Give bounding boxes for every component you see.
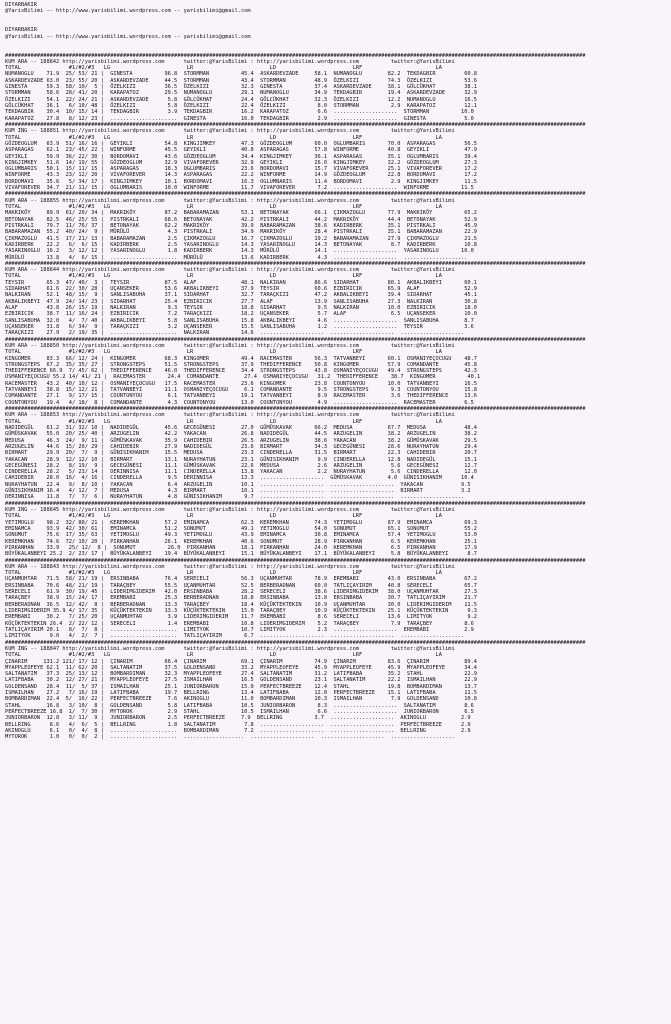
text-line: KADIRBERK 22.2 6/ 6/ 15 | KADIRBERK 2.5 YASARINOGLU 14.3 YASARINOGLU 14.3 BETONAYAK 8.7 KADIRBERK 10.8 [5,241,477,248]
text-line: CAHIDEBIR 28.0 16/ 4/ 16 | CINDERELLA 9.5 DERINNISA 13.3 .................... GÜMÜSKAVAK 4.0 GÜNISIKHANIM 10.4 [5,475,474,482]
text-line: KUM ARA -- 188843 http://yarisbilimi.wordpress.com twitter:@YarisBilimi : http://yarisbilimi.wordpress.com twitter:@YarisBilimi [5,563,455,570]
text-line: DERINNISA 11.8 7/ 7/ 6 | NURAYHATUN 4.8 GÜNISIKHANIM 9.7 .................... .................... .................... [5,494,465,501]
text-line: TATLIÇAYIRIM 20.1 8/ 7/ 8 | ..................... LIMITYOK 10.7 LIMITYOK 2.3 .................... EREMBABI 2.9 [5,626,474,633]
text-line: SERECELI 61.9 30/ 19/ 45 | LIDERIMGIDERIM 42.0 ERSINBABA 28.2 SERECELI 38.6 LIDERIMGIDERIM 38.0 UÇANMUHTAR 27.3 [5,589,477,596]
separator-line: ###################################################################################################################################################################################### [5,52,586,59]
text-line: EMINAMCA 93.9 42/ 30/ 61 | EMINAMCA 51.2 SONUMUT 49.1 YETIMOGLU 54.0 SONUMUT 65.1 SONUMUT 55.2 [5,525,477,532]
text-line: KUM ARA -- 188850 http://yarisbilimi.wordpress.com twitter:@YarisBilimi : http://yarisbilimi.wordpress.com twitter:@YarisBilimi [5,342,455,349]
text-line: YASARINOGLU 16.2 3/ 12/ 12 | YASARINOGLU 1.8 KADIRBERK 14.3 MÜRÜLÜ 14.1 .................... YASARINOGLU 10.0 [5,248,474,255]
text-line: EREMBABI 30.2 7/ 25/ 20 | UÇANMUHTAR 3.9 LIDERIMGIDERIM 11.7 EREMBABI 8.6 SERECELI 13.6 LIMITYOK 9.2 [5,614,477,621]
text-line: @YarisBilimi -- http://www.yarisbilimi.wordpress.com -- yarisbilimi@gmail.com [5,33,251,40]
text-line: MYAPPLEOFEYE 62.1 11/ 62/ 20 | SALTANATIM 37.5 GOLDENSAND 33.2 MYAPPLEOFEYE 45.9 MYAPPLEOFEYE 45.9 MYAPPLEOFEYE 34.4 [5,664,477,671]
text-line: NURAYHATUN 22.4 9/ 8/ 10 | YAKACAN 6.4 ARZUGELIN 10.1 .................... .................... YAKACAN 9.5 [5,481,471,488]
text-line: SANLISABUHA 32.0 4/ 7/ 40 | AKBALIKBEYI 5.8 SANLISABUHA 15.8 AKBALIKBEYI 4.6 .................... SANLISABUHA 8.7 [5,317,474,324]
text-line: BIRMART 29.9 20/ 7/ 9 | GÜNISIKHANIM 15.5 MEDUSA 23.3 CINDERELLA 31.5 BIRMART 22.3 CAHIDEBIR 20.7 [5,450,477,457]
text-line: TOTAL #1/#2/#3 LG LR LD LRF LA [5,65,442,72]
separator-line: ###################################################################################################################################################################################### [5,406,586,412]
text-line: RACEMASTER 43.2 40/ 10/ 12 | OSMANIYEÇOCUGU 17.5 RACEMASTER 23.6 KINGOMER 23.8 COUNTONYOU 10.0 TATVANBEYI 16.5 [5,380,477,387]
text-line: STORMMAN 58.6 28/ 41/ 20 | KARAPATOZ 29.5 NUMANOGLU 29.1 NUMANOGLU 34.9 TEKDAGBIR 19.4 ASKARDEVZADE 32.9 [5,90,477,97]
text-line: GÖZDEOGLUM 63.9 51/ 16/ 16 | GEYIKLI 54.8 KINGJIMKEY 47.3 GÖZDEOGLUM 60.0 OGLUMBARIS 70.0 ASPARAGAS 56.5 [5,140,477,147]
text-line: ARZUGELIN 44.6 15/ 20/ 29 | CAHIDEBIR 27.9 NADIDEGÜL 23.6 BIRMART 34.3 GECEGÜNESI 28.6 NURAYHATUN 29.4 [5,443,477,450]
text-line: GECEGÜNESI 28.2 8/ 19/ 9 | GECEGÜNESI 11.1 GÜMÜSKAVAK 22.6 MEDUSA 2.6 ARZUGELIN 5.6 GECEGÜNESI 12.7 [5,462,477,469]
text-line: UÇANSEKER 31.8 6/ 34/ 9 | TARAÇKIZI 3.2 UÇANSEKER 15.5 SANLISABUHA 1.2 .................... TEYSIR 3.6 [5,323,474,330]
separator-line: ###################################################################################################################################################################################### [5,260,586,267]
text-line: SONUMUT 75.6 17/ 35/ 63 | YETIMOGLU 49.3 YETIMOGLU 43.9 EMINAMCA 30.8 EMINAMCA 57.4 YETIMOGLU 53.0 [5,532,477,539]
text-line: SALTANATIM 37.3 25/ 13/ 12 | BOMBARDIMAN 32.3 MYAPPLEOFEYE 27.4 SALTANATIM 31.2 LATIFBABA 35.2 STAHL 22.9 [5,671,477,678]
text-line: ÖZELKIZI 54.1 22/ 24/ 21 | ASKARDEVZADE 5.8 GÖLCÜKHAT 24.4 GÖLCÜKHAT 32.3 ÖZELKIZI 12.2 NUMANOGLU 16.5 [5,96,477,103]
text-line: WINFORME 43.3 23/ 12/ 20 | VIVAFOREVER 14.3 ASPARAGAS 22.2 WINFORME 14.9 GÖZDEOGLUM 22.8 BORDOMAVI 17.2 [5,172,477,179]
text-line: PISTRKALI 79.7 11/ 76/ 37 | BETONAYAK 62.2 MAKRIKÖY 39.9 BABARAMAZAN 38.6 KADIRBERK 35.1 PISTRKALI 45.9 [5,222,477,229]
text-line: PIRKANHAN 33.9 25/ 12/ 8 | SONUMUT 26.0 PIRKANHAN 18.1 PIRKANHAN 24.0 KEREMKHAN 6.5 PIRKANHAN 17.9 [5,544,477,551]
separator-line: ###################################################################################################################################################################################### [5,121,586,128]
text-line: YETIMOGLU 98.2 32/ 80/ 21 | KEREMKHAN 57.2 EMINAMCA 62.3 KEREMKHAN 74.3 YETIMOGLU 87.9 EMINAMCA 69.3 [5,519,477,526]
text-line: ALAF 43.8 26/ 15/ 19 | NALKIRAN 9.3 TEYSIR 18.8 SIDARHAT 9.5 NALKIRAN 10.0 EZBIRICIK 18.0 [5,305,477,311]
text-line: SIDARHAT 61.6 22/ 30/ 28 | UÇANSEKER 53.6 AKBALIKBEYI 37.9 TEYSIR 60.6 EZBIRICIK 65.9 ALAF 52.9 [5,286,477,293]
text-line: NADIDEGÜL 61.2 31/ 32/ 10 | NADIDEGÜL 45.6 GECEGÜNESI 27.0 GÜMÜSKAVAK 66.2 MEDUSA 67.7 MEDUSA 48.4 [5,424,477,431]
text-line: OSMANIYEÇOCUGU 55.2 14/ 41/ 21 | RACEMASTER 24.4 COMANDANTE 27.4 OSMANIYEÇOCUGU 31.2 THEDIFFERENCE 38.7 KINGOMER 40.1 [5,374,481,381]
text-line: STAHL 16.8 3/ 10/ 8 | GOLDENSAND 5.8 LATIFBABA 10.5 JUNIORBARON 8.3 .................... SALTANATIM 8.6 [5,702,474,709]
separator-line: ###################################################################################################################################################################################### [5,639,586,646]
text-line: NUMANOGLU 71.9 25/ 53/ 21 | GINESTA 96.8 STORMMAN 45.4 ASKARDEVZADE 58.1 NUMANOGLU 82.2 TEKDAGBIR 60.8 [5,71,477,78]
text-line: YAKACAN 28.9 12/ 12/ 10 | BIRMART 13.1 NURAYHATUN 23.1 GÜNISIKHANIM 9.9 CINDERELLA 12.8 NADIDEGÜL 15.1 [5,456,477,463]
text-line: COMANDANTE 27.1 9/ 17/ 15 | COUNTONYOU 6.1 TATVANBEYI 19.1 TATVANBEYI 8.9 RACEMASTER 3.6 THEDIFFERENCE 13.6 [5,393,477,400]
text-line: AKINOGLU 6.1 0/ 4/ 8 | ..................... BOMBARDIMAN 7.2 .................... .................... BELLRING 2.9 [5,727,471,734]
text-line: COUNTONYOU 19.4 4/ 18/ 8 | COMANDANTE 4.3 COUNTONYOU 13.0 COUNTONYOU 4.9 .................... RACEMASTER 6.5 [5,399,474,406]
text-line: MEDUSA 46.3 24/ 9/ 11 | GÜMÜSKAVAK 35.9 CAHIDEBIR 26.5 ARZUGELIN 38.6 YAKACAN 38.2 GÜMÜSKAVAK 29.5 [5,437,477,444]
text-line: TEKDAGBIR 30.4 10/ 15/ 14 | TEKDAGBIR 3.9 TEKDAGBIR 16.2 KARAPATOZ 6.6 .................... STORMMAN 10.0 [5,109,474,116]
text-line: ÇINARIM 131.2 121/ 17/ 12 | ÇINARIM 66.4 ÇINARIM 69.1 ÇINARIM 74.9 ÇINARIM 83.6 ÇINARIM 89.4 [5,658,477,665]
separator-line: ###################################################################################################################################################################################### [5,500,586,507]
text-line: KARAPATOZ 27.8 8/ 12/ 23 | ..................... GINESTA 16.0 TEKDAGBIR 2.9 .................... GINESTA 5.0 [5,115,474,122]
separator-line: ###################################################################################################################################################################################### [5,336,586,343]
text-line: GÜMÜSKAVAK 55.0 20/ 25/ 40 | ARZUGELIN 42.2 YAKACAN 26.8 NADIDEGÜL 44.5 ARZUGELIN 38.2 ARZUGELIN 38.2 [5,431,477,438]
text-line: TOTAL #1/#2/#3 LG LR LD LRF LA [5,204,442,210]
text-line: ISMAILHAN 27.2 7/ 16/ 19 | LATIFBABA 19.7 BELLRING 13.4 LATIFBABA 12.0 PERFECTBREEZE 15.1 LATIFBABA 11.5 [5,690,477,697]
text-line: GINESTA 59.3 58/ 10/ 5 | ÖZELKIZI 36.5 ÖZELKIZI 32.3 GINESTA 37.4 ASKARDEVZADE 38.1 GÖLCÜKHAT 38.1 [5,84,477,91]
text-line: GOLDENSAND 28.4 11/ 5/ 37 | ISMAILHAN 25.1 JUNIORBARON 15.0 PERFECTBREEZE 12.4 STAHL 19.8 BOMBARDIMAN 13.7 [5,683,477,690]
text-line: TEYSIR 65.3 47/ 40/ 3 | TEYSIR 87.5 ALAF 48.1 NALKIRAN 86.6 SIDARHAT 80.1 AKBALIKBEYI 60.1 [5,279,477,286]
text-line: BORDOMAVI 35.6 5/ 34/ 17 | KINGJIMKEY 10.1 BORDOMAVI 16.3 OGLUMBARIS 11.4 BORDOMAVI 2.9 KINGJIMKEY 11.5 [5,178,477,185]
text-line: TOTAL #1/#2/#3 LG LR LD LRF LA [5,418,442,425]
text-line: EZBIRICIK 38.7 11/ 16/ 24 | EZBIRICIK 7.2 TARAÇKIZI 18.2 UÇANSEKER 5.7 ALAF 6.5 UÇANSEKER 10.0 [5,311,477,318]
text-line: PERFECTBREEZE 16.8 1/ 7/ 30 | MYTOROK 2.9 STAHL 10.5 ISMAILHAN 6.6 .................... JUNIORBARON 6.5 [5,709,474,715]
text-line: TARAÇBEY 38.9 15/ 24/ 17 | EREMBABI 25.3 BERBERADNAN 18.8 ERSINBABA 13.8 ERSINBABA 30.7 TATLIÇAYIRIM 21.7 [5,595,477,602]
text-line: BETONAYAK 82.5 46/ 25/ 55 | PISTRKALI 68.6 BETONAYAK 42.2 PISTRKALI 44.2 MAKRIKÖY 44.4 BETONAYAK 52.9 [5,216,477,223]
text-line: BABARAMAZAN 55.2 40/ 24/ 9 | MÜRÜLÜ 4.3 PISTRKALI 34.9 MAKRIKÖY 28.4 PISTRKALI 35.1 BABARAMAZAN 22.9 [5,229,477,236]
text-line: TOTAL #1/#2/#3 LG LR LD LRF LA [5,349,442,356]
text-line: TOTAL #1/#2/#3 LG LR LD LRF LA [5,273,442,280]
text-line: KINGOMER 83.3 66/ 12/ 24 | KINGOMER 68.3 KINGOMER 49.4 RACEMASTER 56.3 TATVANBEYI 60.1 OSMANIYEÇOCUGU 48.7 [5,355,477,362]
text-line: TATVANBEYI 38.8 15/ 12/ 21 | TATVANBEYI 11.1 OSMANIYEÇOCUGU 6.1 COMANDANTE 9.5 STRONGSTEPS 9.3 COUNTONYOU 15.8 [5,387,477,394]
text-line: TOTAL #1/#2/#3 LG LR LD LRF LA [5,513,442,520]
text-line: GÖLCÜKHAT 36.1 6/ 10/ 48 | ÖZELKIZI 5.8 ÖZELKIZI 22.4 ÖZELKIZI 8.0 STORMMAN 2.9 KARAPATOZ 12.1 [5,103,477,109]
text-line: JUNIORBARON 12.8 3/ 11/ 9 | JUNIORBARON 2.5 PERFECTBREEZE 7.9 BELLRING 3.7 .................... AKINOGLU 2.9 [5,715,471,722]
text-line: @YarisBilimi -- http://www.yarisbilimi.wordpress.com -- yarisbilimi@gmail.com [5,8,251,15]
text-line: BOMBARDIMAN 22.4 5/ 16/ 22 | PERFECTBREEZE 7.6 AKINOGLU 11.0 BOMBARDIMAN 10.3 ISMAILHAN 7.9 GOLDENSAND 10.8 [5,696,477,703]
text-line: GEYIKLI 59.9 36/ 22/ 30 | BORDOMAVI 43.6 GÖZDEOGLUM 34.4 KINGJIMKEY 36.1 ASPARAGAS 35.1 OGLUMBARIS 39.4 [5,153,477,160]
text-line: KÜÇÜKTEKTEKIN 26.4 2/ 22/ 12 | SERECELI 1.4 EREMBABI 10.8 LIDERIMGIDERIM 5.2 TARAÇBEY 7.9 TARAÇBEY 8.6 [5,620,474,627]
text-line: KUM ARA -- 188842 http://yarisbilimi.wordpress.com twitter:@YarisBilimi : http://yarisbilimi.wordpress.com twitter:@YarisBilimi [5,58,455,65]
text-line: ÇIKMAZOGLU 41.5 17/ 21/ 13 | BABARAMAZAN 2.5 ÇIKMAZOGLU 16.7 ÇIKMAZOGLU 19.2 BABARAMAZAN 27.9 ÇIKMAZOGLU 21.5 [5,235,477,242]
text-line: LIMITYOK 9.0 4/ 2/ 7 | ..................... TATLIÇAYIRIM 6.7 .................... .................... .................... [5,633,465,640]
text-line: KUM ARA -- 188855 http://yarisbilimi.wordpress.com twitter:@YarisBilimi : http://yarisbilimi.wordpress.com twitter:@YarisBilimi [5,197,455,204]
text-line: MÜRÜLÜ 13.8 4/ 6/ 15 | ..................... MÜRÜLÜ 13.6 KADIRBERK 4.3 .................... .................... [5,254,468,261]
text-line: LIDERIMGIDERIM 35.9 4/ 17/ 35 | KÜÇÜKTEKTEKIN 13.3 KÜÇÜKTEKTEKIN 15.0 TARAÇBEY 10.9 KÜÇÜKTEKTEKIN 25.1 KÜÇÜKTEKTEKIN 9.3 [5,608,477,614]
text-line: STRONGSTEPS 67.2 35/ 35/ 27 | STRONGSTEPS 51.5 STRONGSTEPS 37.9 THEDIFFERENCE 50.8 KINGOMER 57.9 COMANDANTE 45.8 [5,361,477,368]
text-line: THEDIFFERENCE 66.9 7/ 45/ 62 | THEDIFFERENCE 46.0 THEDIFFERENCE 34.4 STRONGSTEPS 43.8 OSMANIYEÇOCUGU 49.4 STRONGSTEPS 42.3 [5,368,477,375]
text-line: TOTAL #1/#2/#3 LG LR LD LRF LA [5,570,442,577]
separator-line: ###################################################################################################################################################################################### [5,191,586,198]
text-line: DIYARBAKIR [5,27,37,34]
text-line: MYTOROK 1.0 0/ 0/ 2 | ..................... ................... .................... .................... .................... [5,734,455,741]
text-line: ASKARDEVZADE 63.0 23/ 55/ 20 | ASKARDEVZADE 44.5 STORMMAN 43.4 STORMMAN 48.9 ÖZELKIZI 74.3 ÖZELKIZI 53.6 [5,77,477,84]
text-line: BELLRING 8.6 4/ 6/ 5 | BELLRING 1.8 SALTANATIM 7.8 .................... .................... PERFECTBREEZE 2.9 [5,721,471,728]
text-line: KUM ARA -- 188853 http://yarisbilimi.wordpress.com twitter:@YarisBilimi : http://yarisbilimi.wordpress.com twitter:@YarisBilimi [5,412,455,419]
text-line: MAKRIKÖY 89.9 61/ 20/ 34 | MAKRIKÖY 87.2 BABARAMAZAN 53.1 BETONAYAK 66.1 ÇIKMAZOGLU 77.9 MAKRIKÖY 65.2 [5,210,477,217]
text-line: UÇANMUHTAR 71.5 58/ 21/ 19 | ERSINBABA 76.4 SERECELI 56.3 UÇANMUHTAR 78.9 EREMBABI 43.0 ERSINBABA 67.2 [5,576,477,583]
text-line: KINGJIMKEY 51.6 14/ 19/ 55 | GÖZDEOGLUM 32.9 VIVAFOREVER 32.9 GEYIKLI 26.0 KINGJIMKEY 32.2 GÖZDEOGLUM 27.3 [5,159,477,166]
text-line: BERBERADNAN 36.5 12/ 42/ 8 | BERBERADNAN 13.3 TARAÇBEY 18.4 KÜÇÜKTEKTEKIN 10.9 UÇANMUHTAR 30.0 LIDERIMGIDERIM 11.5 [5,601,477,608]
text-line: KUM ING -- 188847 http://yarisbilimi.wordpress.com twitter:@YarisBilimi : http://yarisbilimi.wordpress.com twitter:@YarisBilimi [5,645,455,652]
text-line: VIVAFOREVER 34.7 21/ 11/ 15 | OGLUMBARIS 10.0 WINFORME 11.7 VIVAFOREVER 7.2 .................... WINFORME 11.5 [5,185,474,192]
separator-line: ###################################################################################################################################################################################### [5,557,586,564]
text-line: LATIFBABA 30.2 12/ 27/ 21 | MYAPPLEOFEYE 27.5 ISMAILHAN 16.5 GOLDENSAND 23.1 SALTANATIM 22.2 ISMAILHAN 22.9 [5,677,477,684]
text-line: DIYARBAKIR [5,2,37,8]
text-line: CINDERELLA 28.2 5/ 23/ 14 | DERINNISA 11.1 CINDERELLA 13.8 YAKACAN 2.2 NURAYHATUN 5.6 CINDERELLA 12.0 [5,469,477,476]
text-line: AKBALIKBEYI 47.9 24/ 14/ 23 | SIDARHAT 25.4 EZBIRICIK 27.7 ALAF 13.9 SANLISABUHA 27.3 NALKIRAN 30.8 [5,298,477,305]
text-line: KEREMKHAN 74.6 72/ 10/ 20 | PIRKANHAN 26.1 KEREMKHAN 40.6 SONUMUT 28.9 PIRKANHAN 6.5 KEREMKHAN 25.1 [5,538,477,545]
text-line: OGLUMBARIS 50.1 15/ 11/ 15 | ASPARAGAS 18.3 OGLUMBARIS 23.6 BORDOMAVI 15.7 VIVAFOREVER 25.1 VIVAFOREVER 17.2 [5,166,477,173]
text-line: KUM ING -- 188845 http://yarisbilimi.wordpress.com twitter:@YarisBilimi : http://yarisbilimi.wordpress.com twitter:@YarisBilimi [5,507,455,513]
text-line: TARAÇKIZI 27.9 2/ 19/ 35 | ..................... NALKIRAN 14.6 .................... .................... .................... [5,330,465,337]
text-line: TOTAL #1/#2/#3 LG LR LD LRF LA [5,652,442,659]
text-line: GÜNISIKHANIM 16.4 4/ 12/ 7 | MEDUSA 4.3 BIRMART 10.1 .................... .................... BIRMART 3.2 [5,488,471,495]
text-line: ERSINBABA 70.6 48/ 21/ 19 | TARAÇBEY 55.5 UÇANMUHTAR 52.5 BERBERADNAN 60.0 TATLIÇAYIRIM 40.8 SERECELI 65.7 [5,582,477,589]
text-line: KUM ING -- 188851 http://yarisbilimi.wordpress.com twitter:@YarisBilimi : http://yarisbilimi.wordpress.com twitter:@YarisBilimi [5,128,455,135]
text-line: KUM ARA -- 188844 http://yarisbilimi.wordpress.com twitter:@YarisBilimi : http://yarisbilimi.wordpress.com twitter:@YarisBilimi [5,267,455,274]
text-line: BÜYÜKALANBEYI 25.2 2/ 23/ 17 | BÜYÜKALANBEYI 19.4 BÜYÜKALANBEYI 15.1 BÜYÜKALANBEYI 17.1 BÜYÜKALANBEYI 5.8 BÜYÜKALANBEYI 8.7 [5,551,477,558]
text-line: NALKIRAN 52.1 48/ 15/ 9 | SANLISABUHA 37.1 SIDARHAT 32.7 TARAÇKIZI 47.2 AKBALIKBEYI 39.4 SIDARHAT 45.1 [5,292,477,299]
text-line: ASPARAGAS 62.1 23/ 45/ 22 | WINFORME 45.5 GEYIKLI 40.8 ASPARAGAS 57.8 WINFORME 40.8 GEYIKLI 47.9 [5,147,477,154]
text-line: TOTAL #1/#2/#3 LG LR LD LRF LA [5,134,442,141]
